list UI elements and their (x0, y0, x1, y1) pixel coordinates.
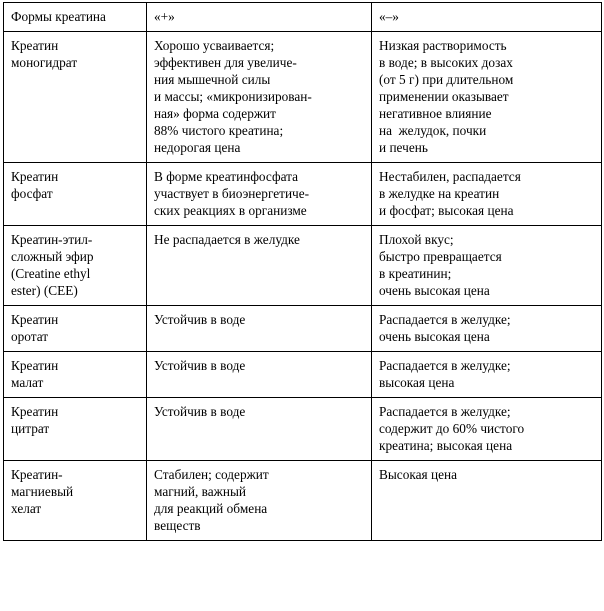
cell-text-line: и фосфат; высокая цена (379, 203, 514, 219)
cell-text-line: негативное влияние (379, 106, 492, 122)
cell-text-line: применении оказывает (379, 89, 509, 105)
cell-text-line: малат (11, 375, 44, 391)
cell-text-line: хелат (11, 501, 42, 517)
cell-text-line: Креатин (11, 312, 59, 328)
cell-text-line: эффективен для увеличе- (154, 55, 297, 71)
cell-text-line: Креатин-этил- (11, 232, 93, 248)
table-body (4, 32, 602, 541)
column-header-pros: «+» (147, 3, 372, 32)
table-row (4, 306, 602, 352)
table-row (4, 32, 602, 163)
cell-text-line: в воде; в высоких дозах (379, 55, 513, 71)
cell-form (4, 226, 147, 306)
cell-text-line: Стабилен; содержит (154, 467, 269, 483)
cell-plus (147, 352, 372, 398)
cell-text-line: (Creatine ethyl (11, 266, 91, 282)
cell-text-line: высокая цена (379, 375, 455, 391)
cell-text-line: Нестабилен, распадается (379, 169, 521, 185)
cell-text-line: фосфат (11, 186, 53, 202)
cell-plus (147, 32, 372, 163)
cell-text-line: креатина; высокая цена (379, 438, 513, 454)
cell-text-line: в креатинин; (379, 266, 452, 282)
cell-minus (372, 32, 602, 163)
cell-minus (372, 163, 602, 226)
cell-text-line: Креатин (11, 38, 59, 54)
cell-minus (372, 352, 602, 398)
cell-text-line: (от 5 г) при длительном (379, 72, 514, 88)
cell-text-line: магниевый (11, 484, 74, 500)
cell-form (4, 352, 147, 398)
cell-text-line: Устойчив в воде (154, 358, 246, 374)
cell-minus (372, 398, 602, 461)
cell-text-line: Низкая растворимость (379, 38, 507, 54)
cell-minus (372, 306, 602, 352)
cell-form (4, 306, 147, 352)
cell-text-line: очень высокая цена (379, 329, 490, 345)
table-header (4, 3, 602, 32)
cell-text-line: Креатин (11, 404, 59, 420)
cell-minus (372, 461, 602, 541)
cell-text-line: Устойчив в воде (154, 404, 246, 420)
cell-text-line: ester) (CEE) (11, 283, 78, 299)
cell-text-line: для реакций обмена (154, 501, 268, 517)
cell-text-line: моногидрат (11, 55, 78, 71)
cell-text-line: Не распадается в желудке (154, 232, 300, 248)
cell-text-line: Креатин (11, 358, 59, 374)
cell-text-line: магний, важный (154, 484, 247, 500)
table-header-row (4, 3, 602, 32)
cell-plus (147, 398, 372, 461)
creatine-forms-table (3, 2, 602, 541)
cell-text-line: очень высокая цена (379, 283, 490, 299)
table-row (4, 226, 602, 306)
cell-form (4, 461, 147, 541)
cell-plus (147, 163, 372, 226)
cell-text-line: Устойчив в воде (154, 312, 246, 328)
cell-text-line: В форме креатинфосфата (154, 169, 299, 185)
cell-text-line: в желудке на креатин (379, 186, 500, 202)
cell-text-line: Распадается в желудке; (379, 358, 511, 374)
cell-text-line: Распадается в желудке; (379, 312, 511, 328)
table-row (4, 461, 602, 541)
cell-plus (147, 226, 372, 306)
cell-text-line: сложный эфир (11, 249, 94, 265)
table-row (4, 163, 602, 226)
cell-text-line: и массы; «микронизирован- (154, 89, 312, 105)
cell-text-line: Высокая цена (379, 467, 457, 483)
cell-text-line: Креатин- (11, 467, 63, 483)
table-row (4, 352, 602, 398)
cell-text-line: ских реакциях в организме (154, 203, 307, 219)
cell-form (4, 163, 147, 226)
cell-text-line: быстро превращается (379, 249, 502, 265)
cell-text-line: Плохой вкус; (379, 232, 454, 248)
cell-text-line: ния мышечной силы (154, 72, 271, 88)
cell-text-line: и печень (379, 140, 428, 156)
cell-minus (372, 226, 602, 306)
cell-text-line: на желудок, почки (379, 123, 487, 139)
cell-form (4, 398, 147, 461)
cell-plus (147, 461, 372, 541)
cell-text-line: цитрат (11, 421, 50, 437)
table-row (4, 398, 602, 461)
cell-text-line: Распадается в желудке; (379, 404, 511, 420)
cell-text-line: 88% чистого креатина; (154, 123, 284, 139)
cell-text-line: недорогая цена (154, 140, 241, 156)
cell-text-line: Хорошо усваивается; (154, 38, 275, 54)
cell-form (4, 32, 147, 163)
cell-text-line: Креатин (11, 169, 59, 185)
cell-text-line: оротат (11, 329, 49, 345)
column-header-form: Формы креатина (4, 3, 147, 32)
cell-plus (147, 306, 372, 352)
column-header-cons: «–» (372, 3, 602, 32)
cell-text-line: содержит до 60% чистого (379, 421, 525, 437)
cell-text-line: ная» форма содержит (154, 106, 276, 122)
cell-text-line: участвует в биоэнергетиче- (154, 186, 310, 202)
cell-text-line: веществ (154, 518, 201, 534)
